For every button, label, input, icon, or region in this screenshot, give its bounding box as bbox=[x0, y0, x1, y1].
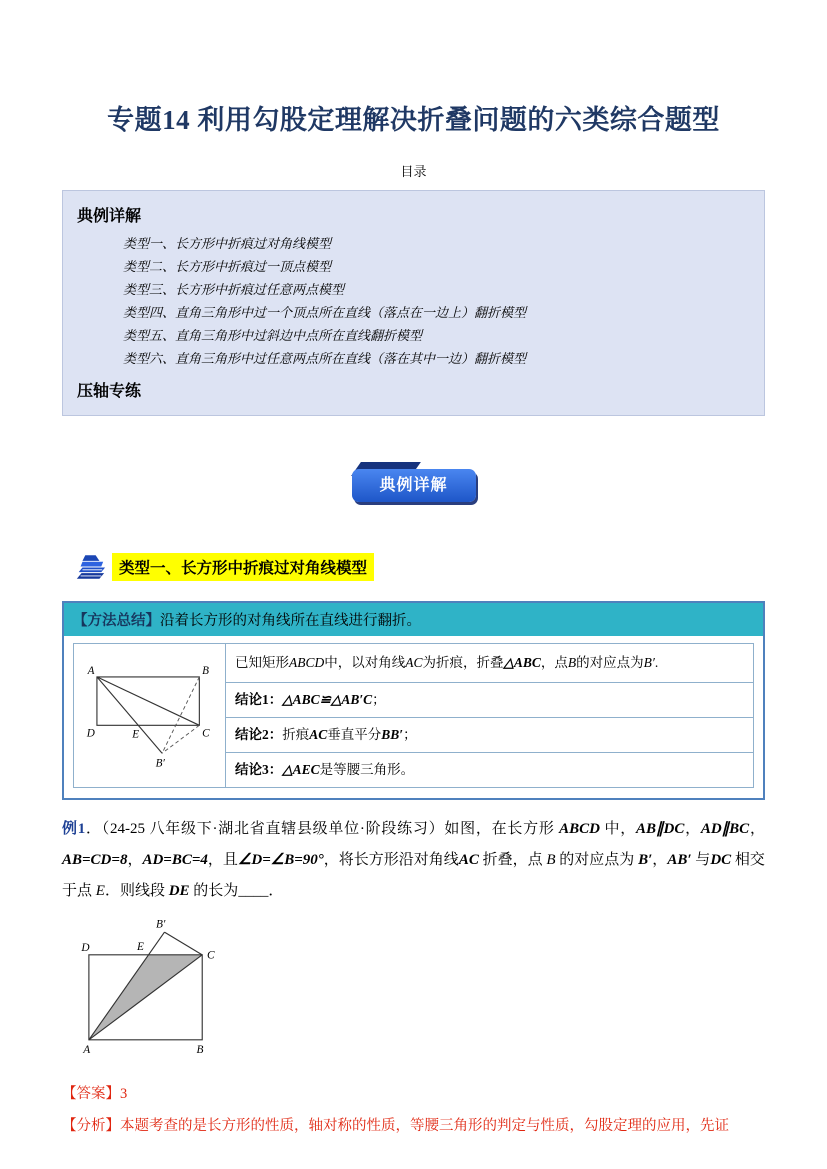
text-segment: ．（24-25 八年级下·湖北省直辖县级单位·阶段练习）如图，在长方形 bbox=[85, 821, 560, 837]
example1-figure bbox=[70, 915, 827, 1062]
method-header bbox=[64, 603, 763, 636]
text-segment: ABCD bbox=[559, 821, 600, 837]
example1-figure-svg bbox=[70, 915, 240, 1057]
books-icon bbox=[74, 552, 106, 581]
text-segment: 的长为 bbox=[189, 883, 239, 899]
toc-heading: 目录 bbox=[400, 164, 427, 179]
method-row-conclusion-2 bbox=[226, 718, 753, 753]
text-segment: DC bbox=[710, 852, 732, 868]
type1-heading bbox=[74, 552, 827, 581]
text-segment: AD∥BC bbox=[700, 821, 750, 837]
text-segment: B bbox=[546, 852, 556, 868]
answer-label: 【答案】 bbox=[62, 1086, 120, 1102]
method-summary-text: 沿着长方形的对角线所在直线进行翻折。 bbox=[160, 613, 421, 629]
vertex-label-d: D bbox=[81, 942, 90, 955]
toc-item: 类型五、直角三角形中过斜边中点所在直线翻折模型 bbox=[123, 328, 423, 343]
vertex-label-a: A bbox=[83, 1044, 91, 1057]
text-segment: AD=BC=4 bbox=[142, 852, 208, 868]
text-segment: B bbox=[567, 655, 577, 670]
text-segment: BB′ bbox=[381, 727, 404, 742]
text-segment: 为折痕，折叠 bbox=[422, 655, 504, 670]
text-segment: ，且 bbox=[207, 852, 238, 868]
text-segment: 是等腰三角形。 bbox=[319, 762, 415, 777]
text-segment: AB=CD=8 bbox=[62, 852, 128, 868]
document-title: 专题14 利用勾股定理解决折叠问题的六类综合题型 bbox=[107, 105, 720, 135]
text-segment: 已知矩形 bbox=[235, 655, 289, 670]
answer-value: 3 bbox=[120, 1086, 128, 1102]
vertex-label-a: A bbox=[87, 664, 94, 677]
toc-item-list bbox=[123, 232, 750, 370]
text-segment: ， bbox=[127, 852, 143, 868]
method-summary-label: 【方法总结】 bbox=[73, 613, 160, 629]
answer-line bbox=[62, 1082, 765, 1103]
toc-item: 类型六、直角三角形中过任意两点所在直线（落在其中一边）翻折模型 bbox=[123, 351, 527, 366]
method-row-conclusion-3 bbox=[226, 753, 753, 787]
vertex-label-b: B bbox=[201, 664, 209, 677]
text-segment: ____ bbox=[238, 883, 269, 899]
method-figure bbox=[74, 644, 226, 787]
vertex-label-e: E bbox=[137, 941, 144, 954]
text-segment: AC bbox=[458, 852, 479, 868]
method-table bbox=[73, 643, 754, 788]
text-segment: 结论3： bbox=[235, 762, 283, 777]
text-segment: ， bbox=[749, 821, 765, 837]
vertex-label-b: B bbox=[196, 1044, 204, 1057]
text-segment: 折叠，点 bbox=[478, 852, 547, 868]
text-segment: . bbox=[654, 655, 659, 670]
text-segment: 结论1： bbox=[235, 692, 283, 707]
text-segment: 中， bbox=[599, 821, 636, 837]
text-segment: AB′ bbox=[667, 852, 692, 868]
text-segment: ，将长方形沿对角线 bbox=[323, 852, 459, 868]
text-segment: 的对应点为 bbox=[555, 852, 639, 868]
text-segment: DE bbox=[168, 883, 190, 899]
example1-paragraph bbox=[62, 814, 765, 907]
toc-section-examples: 典例详解 bbox=[77, 208, 142, 225]
text-segment: 结论2： bbox=[235, 727, 283, 742]
text-segment: ； bbox=[372, 692, 386, 707]
vertex-label-d: D bbox=[86, 726, 95, 739]
toc-item: 类型一、长方形中折痕过对角线模型 bbox=[123, 236, 332, 251]
text-segment: AB∥DC bbox=[635, 821, 685, 837]
toc-box bbox=[62, 190, 765, 416]
analysis-label: 【分析】 bbox=[62, 1118, 120, 1134]
toc-item: 类型二、长方形中折痕过一顶点模型 bbox=[123, 259, 332, 274]
text-segment: ， bbox=[652, 852, 668, 868]
vertex-label-b-prime: B′ bbox=[155, 918, 166, 931]
text-segment: ， bbox=[684, 821, 701, 837]
analysis-text: 本题考查的是长方形的性质，轴对称的性质，等腰三角形的判定与性质，勾股定理的应用，先证 bbox=[120, 1118, 729, 1134]
vertex-label-c: C bbox=[206, 949, 215, 962]
text-segment: ∠D=∠B=90° bbox=[237, 852, 324, 868]
vertex-label-b-prime: B′ bbox=[155, 756, 165, 769]
text-segment: ABCD bbox=[289, 655, 325, 670]
text-segment: 的对应点为 bbox=[576, 655, 644, 670]
method-summary-box bbox=[62, 601, 765, 800]
text-segment: ； bbox=[403, 727, 417, 742]
text-segment: ． bbox=[268, 883, 284, 899]
toc-item: 类型三、长方形中折痕过任意两点模型 bbox=[123, 282, 345, 297]
text-segment: 垂直平分 bbox=[327, 727, 382, 742]
text-segment: 相交于点 bbox=[62, 852, 765, 899]
type1-label: 类型一、长方形中折痕过对角线模型 bbox=[112, 553, 374, 581]
example-section-banner bbox=[352, 462, 476, 506]
text-segment: 与 bbox=[691, 852, 711, 868]
method-row-given bbox=[226, 644, 753, 683]
text-segment: AC bbox=[309, 727, 328, 742]
text-segment: △ABC bbox=[503, 655, 541, 670]
text-segment: B′ bbox=[643, 655, 655, 670]
toc-item: 类型四、直角三角形中过一个顶点所在直线（落点在一边上）翻折模型 bbox=[123, 305, 527, 320]
vertex-label-e: E bbox=[131, 727, 139, 740]
text-segment: B′ bbox=[638, 852, 653, 868]
method-figure-svg bbox=[80, 662, 220, 770]
method-row-conclusion-1 bbox=[226, 683, 753, 718]
text-segment: △AEC bbox=[282, 762, 320, 777]
text-segment: 中，以对角线 bbox=[324, 655, 406, 670]
toc-section-final: 压轴专练 bbox=[77, 383, 142, 400]
text-segment: ，点 bbox=[540, 655, 568, 670]
text-segment: AC bbox=[405, 655, 423, 670]
text-segment: 例1 bbox=[62, 821, 86, 837]
text-segment: ．则线段 bbox=[104, 883, 169, 899]
vertex-label-c: C bbox=[201, 726, 210, 739]
text-segment: E bbox=[95, 883, 105, 899]
analysis-line bbox=[62, 1115, 765, 1137]
example-section-badge: 典例详解 bbox=[352, 469, 476, 502]
text-segment: 折痕 bbox=[282, 727, 310, 742]
text-segment: △ABC≌△AB′C bbox=[282, 692, 373, 707]
